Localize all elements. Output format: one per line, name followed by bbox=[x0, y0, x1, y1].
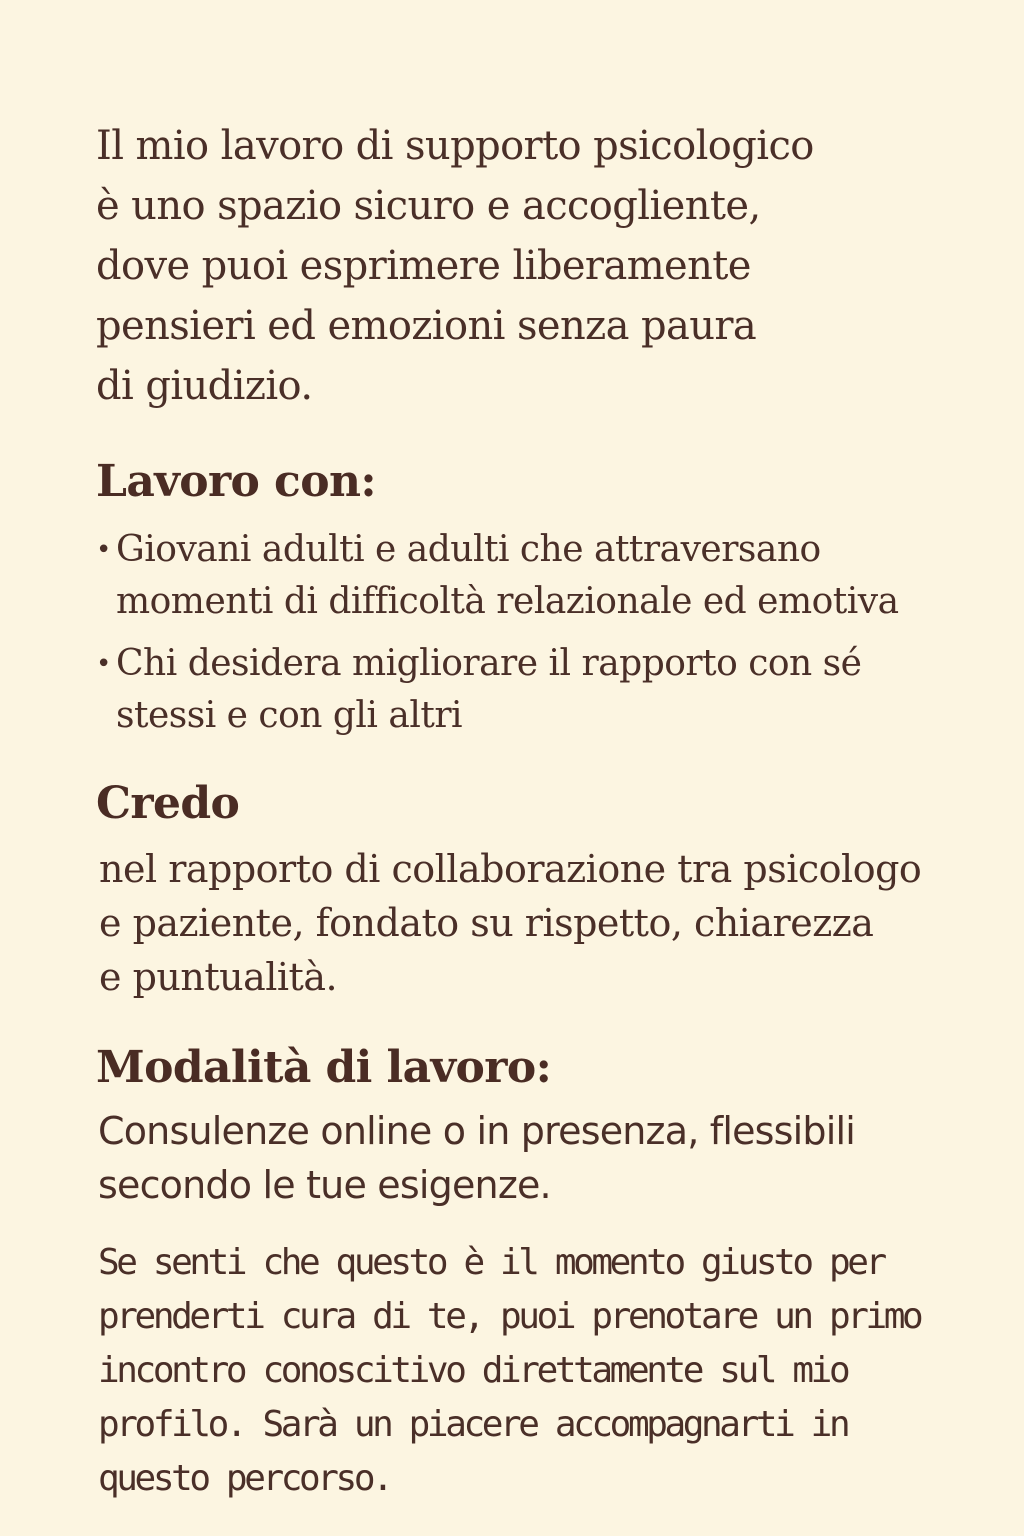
closing-line: prenderti cura di te, puoi prenotare un primo bbox=[98, 1296, 921, 1337]
credo-line: e paziente, fondato su rispetto, chiarezza bbox=[99, 901, 874, 945]
credo-paragraph bbox=[99, 842, 959, 1004]
closing-paragraph bbox=[98, 1236, 998, 1506]
list-item-line: Chi desidera migliorare il rapporto con sé bbox=[116, 643, 862, 684]
intro-paragraph bbox=[96, 116, 956, 416]
list-item-line: momenti di difficoltà relazionale ed emotiva bbox=[116, 581, 899, 622]
modalita-heading: Modalità di lavoro: bbox=[96, 1042, 552, 1093]
intro-line: di giudizio. bbox=[96, 363, 313, 409]
lavoro-con-heading: Lavoro con: bbox=[96, 456, 376, 507]
credo-heading: Credo bbox=[96, 778, 240, 829]
bullet-icon: • bbox=[96, 649, 111, 679]
intro-line: è uno spazio sicuro e accogliente, bbox=[96, 183, 761, 229]
intro-line: dove puoi esprimere liberamente bbox=[96, 243, 751, 289]
intro-line: Il mio lavoro di supporto psicologico bbox=[96, 123, 814, 169]
closing-line: incontro conoscitivo direttamente sul mio bbox=[98, 1350, 848, 1391]
list-item bbox=[96, 524, 956, 628]
closing-line: Se senti che questo è il momento giusto per bbox=[98, 1242, 884, 1283]
modalita-line: Consulenze online o in presenza, flessibili bbox=[98, 1109, 856, 1153]
intro-line: pensieri ed emozioni senza paura bbox=[96, 303, 757, 349]
modalita-line: secondo le tue esigenze. bbox=[98, 1163, 551, 1207]
closing-line: profilo. Sarà un piacere accompagnarti in bbox=[98, 1404, 848, 1445]
list-item-line: Giovani adulti e adulti che attraversano bbox=[116, 529, 821, 570]
credo-line: e puntualità. bbox=[99, 955, 338, 999]
closing-line: questo percorso. bbox=[98, 1458, 391, 1499]
list-item bbox=[96, 638, 956, 742]
bullet-icon: • bbox=[96, 535, 111, 565]
list-item-line: stessi e con gli altri bbox=[116, 695, 463, 736]
credo-line: nel rapporto di collaborazione tra psicologo bbox=[99, 847, 922, 891]
modalita-paragraph bbox=[98, 1104, 958, 1212]
lavoro-con-list bbox=[96, 524, 956, 752]
